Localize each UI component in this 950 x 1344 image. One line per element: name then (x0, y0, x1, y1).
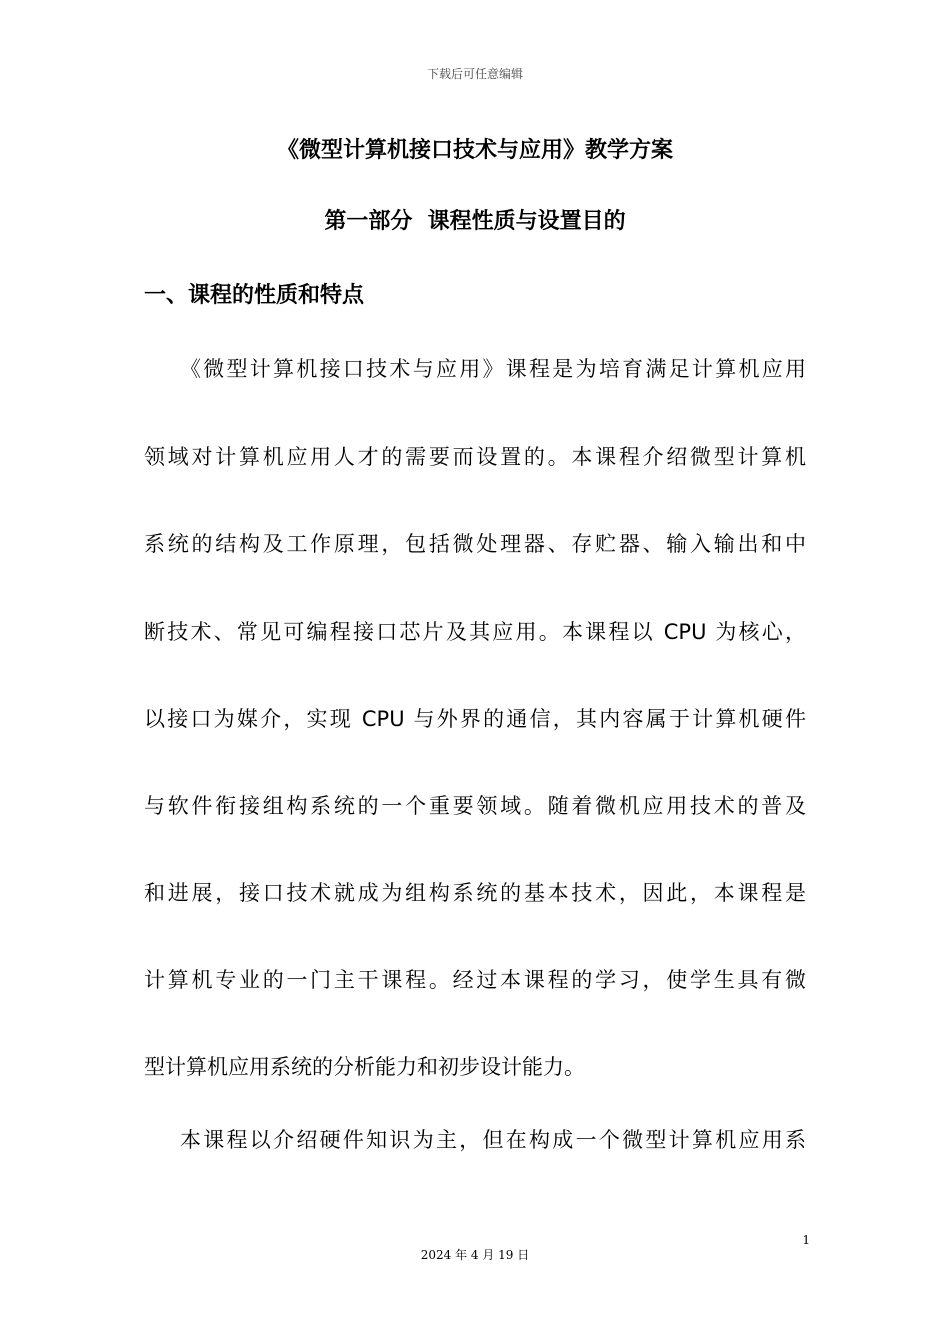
paragraph-line: 本课程以介绍硬件知识为主，但在构成一个微型计算机应用系 (180, 1128, 806, 1152)
paragraph-line: 与软件衔接组构系统的一个重要领域。随着微机应用技术的普及 (144, 794, 806, 818)
page-number: 1 (802, 1233, 810, 1247)
paragraph-line: 《微型计算机接口技术与应用》课程是为培育满足计算机应用 (180, 357, 806, 381)
footer-date: 2024 年 4 月 19 日 (420, 1248, 530, 1262)
paragraph-line: 系统的结构及工作原理，包括微处理器、存贮器、输入输出和中 (144, 532, 806, 556)
paragraph-line: 以接口为媒介，实现 CPU 与外界的通信，其内容属于计算机硬件 (144, 707, 806, 731)
part-title: 第一部分 课程性质与设置目的 (324, 209, 626, 234)
header-note: 下载后可任意编辑 (426, 67, 523, 81)
paragraph-line: 领域对计算机应用人才的需要而设置的。本课程介绍微型计算机 (144, 445, 806, 469)
paragraph-line: 型计算机应用系统的分析能力和初步设计能力。 (144, 1055, 585, 1079)
section-heading: 一、课程的性质和特点 (144, 283, 365, 308)
paragraph-line: 和进展，接口技术就成为组构系统的基本技术，因此，本课程是 (144, 881, 806, 905)
paragraph-line: 计算机专业的一门主干课程。经过本课程的学习，使学生具有微 (144, 968, 806, 992)
document-title: 《微型计算机接口技术与应用》教学方案 (276, 138, 673, 163)
paragraph-line: 断技术、常见可编程接口芯片及其应用。本课程以 CPU 为核心， (144, 620, 806, 644)
